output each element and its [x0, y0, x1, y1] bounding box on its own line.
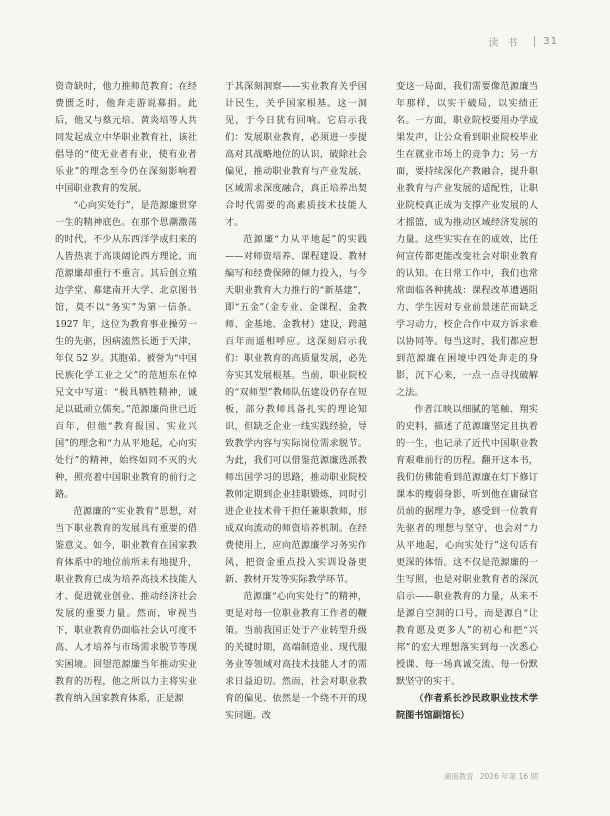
magazine-name: 湖南教育	[443, 772, 474, 781]
page-header	[488, 34, 558, 49]
page-number: 31	[543, 36, 558, 47]
paragraph: 范源廉“心向实处行”的精神，更是对每一位职业教育工作者的鞭策。当前我国正处于产业转型升级的关键时期，高端制造业、现代服务业等领域对高技术技能人才的需求日益迫切。然而，社会对职业教育的偏见、依然是一个绕不开的现实问题。改	[225, 591, 367, 721]
page-footer	[444, 771, 538, 782]
paragraph: 范源廉“力从平地起”的实践——对师资培养、课程建设、教材编写和经费保障的倾力投入，与今天职业教育大力推行的“新基建”，即“五金”（金专业、金课程、金教师、金基地、金教材）建设，跨越百年而遥相呼应。这深刻启示我们：职业教育的高质量发展，必先夯实其发展根基。当前，职业院校的“双师型”教师队伍建设仍存在短板，部分教师具备扎实的理论知识，但缺乏企业一线实践经验，导致教学内容与实际岗位需求脱节。为此，我们可以借鉴范源廉选派教师出国学习的思路，推动职业院校教师定期到企业挂职锻炼，同时引进企业技术骨干担任兼职教师，形成双向流动的师资培养机制。在经费使用上，应向范源廉学习务实作风，把资金重点投入实训设备更新、教材开发等实际教学环节。	[225, 234, 367, 585]
paragraph: 资奇缺时，他力推师范教育；在经费匮乏时，他奔走游说募捐。此后，他又与蔡元培、黄炎培等人共同发起成立中华职业教育社，该社倡导的“使无业者有业，使有业者乐业”的理念至今仍在深刻影响着中国职业教育的发展。	[55, 81, 197, 194]
issue-label: 2026 年第 16 期	[479, 772, 538, 781]
header-divider	[534, 36, 535, 47]
paragraph: “心向实处行”，是范源廉贯穿一生的精神底色。在那个思潮激荡的时代，不少从东西洋学成归来的人皆热衷于高谈阔论西方理论，而范源廉却重行不重言。其后创立殖边学堂、募建南开大学、北京图书馆，莫不以“务实”为第一信条。1927 年，这位为教育事业操劳一生的先驱，因病溘然长逝于天津，年仅 52 岁。其胞弟、被誉为“中国民族化学工业之父”的范旭东在悼兄文中写道：“极具牺牲精神，诚足以砥顽立儒矣。”范源廉尚世已近百年，但他“教育报国、实业兴国”的理念和“力从平地起，心向实处行”的精神，始终如同不灭的火种，照亮着中国职业教育的前行之路。	[55, 200, 197, 500]
text-column-1	[55, 78, 197, 707]
paragraph: 于其深刻洞察——实业教育关乎国计民生，关乎国家根基。这一洞见，于今日犹有回响。它启示我们：发展职业教育，必须进一步提高对其战略地位的认识，破除社会偏见，推动职业教育与产业发展、区域需求深度融合，真正培养出契合时代需要的高素质技术技能人才。	[225, 81, 367, 228]
section-title: 读书	[488, 38, 527, 49]
paragraph: 作者江映以细腻的笔触、翔实的史料，描述了范源廉坚定且执着的一生，也记录了近代中国职业教育艰难前行的历程。翻开这本书，我们仿佛能看到范源廉在灯下修订课本的瘦弱身影，听到他在庸碌官员前的据理力争，感受到一位教育先驱者的理想与坚守，也会对“力从平地起，心向实处行”这句话有更深的体悟。这不仅是范源廉的一生写照，也是对职业教育者的深沉启示——职业教育的力量，从来不是源自空洞的口号，而是源自“让教育愿及更多人”的初心和把“兴邦”的宏大理想落实到每一次悉心授课、每一场真诚交流、每一份默默坚守的实干。	[396, 404, 538, 687]
text-column-2	[225, 78, 367, 724]
paragraph: 变这一局面，我们需要像范源廉当年那样，以实干破局，以实绩正名。一方面，职业院校要用办学成果发声，让公众看到职业院校毕业生在就业市场上的竞争力；另一方面，要持续深化产教融合，提升职业教育与产业发展的适配性，让职业院校真正成为支撑产业发展的人才摇篮，成为推动区域经济发展的力量。这些实实在在的成效，比任何宣传都更能改变社会对职业教育的认知。在日常工作中，我们也常常面临各种挑战：课程改革遭遇阻力、学生因对专业前景迷茫而缺乏学习动力，校企合作中双方诉求难以协同等。每当这时，我们都应想到范源廉在困境中四处奔走的身影，沉下心来，一点一点寻找破解之法。	[396, 81, 538, 398]
paragraph: 范源廉的“实业教育”思想，对当下职业教育的发展具有重要的借鉴意义。如今，职业教育在国家教育体系中的地位前所未有地提升，职业教育已成为培养高技术技能人才、促进就业创业、推动经济社会发展的重要力量。然而，审视当下，职业教育仍面临社会认可度不高、人才培养与市场需求脱节等现实困境。回望范源廉当年推动实业教育的历程，他之所以力主将实业教育纳入国家教育体系，正是源	[55, 506, 197, 704]
author-note: （作者系长沙民政职业技术学院图书馆副馆长）	[396, 693, 538, 721]
text-column-3	[396, 78, 538, 724]
